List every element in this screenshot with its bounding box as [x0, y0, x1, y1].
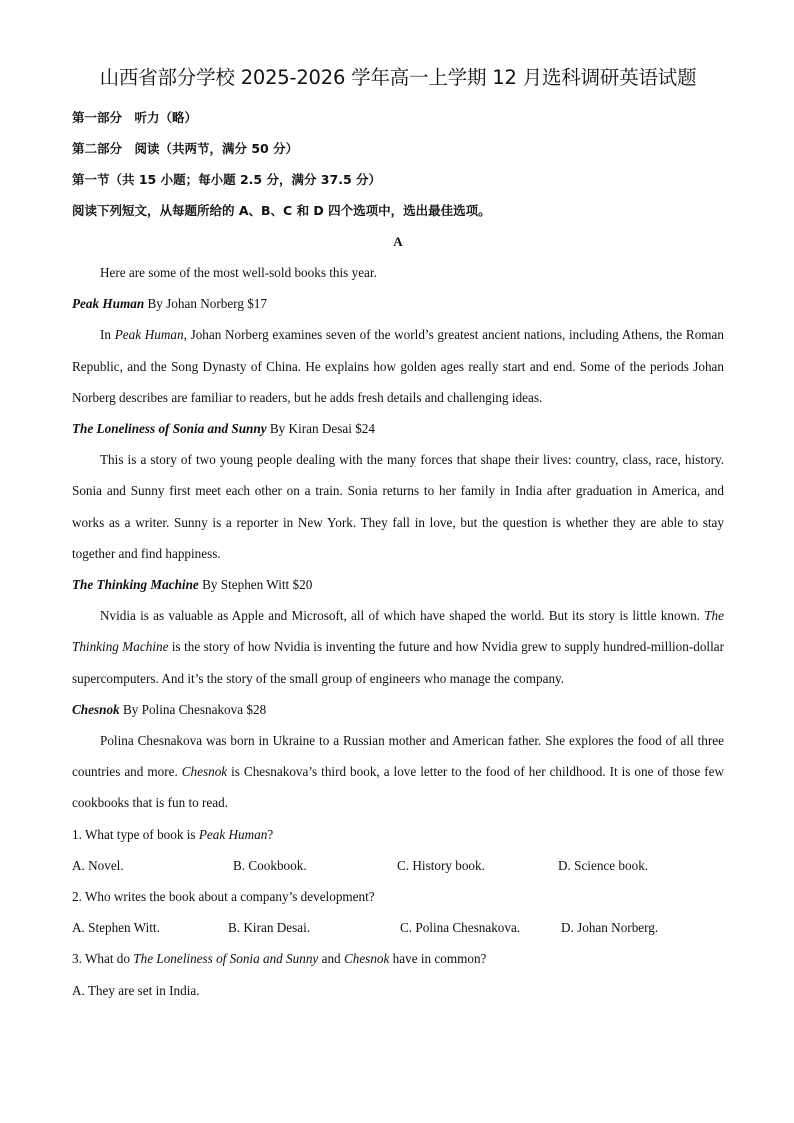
- book-byline: By Johan Norberg $17: [144, 296, 267, 312]
- instruction-text: 阅读下列短文，从每题所给的 A、B、C 和 D 四个选项中，选出最佳选项。: [72, 203, 491, 218]
- book-heading: [72, 569, 724, 600]
- book-heading: [72, 694, 724, 725]
- part2-heading: 第二部分 阅读（共两节，满分 50 分）: [72, 141, 299, 156]
- section1-heading: 第一节（共 15 小题；每小题 2.5 分，满分 37.5 分）: [72, 172, 381, 187]
- answer-option[interactable]: D. Science book.: [558, 857, 649, 873]
- page-title: 山西省部分学校 2025-2026 学年高一上学期 12 月选科调研英语试题: [99, 66, 697, 89]
- answer-options: [72, 975, 724, 1006]
- book-heading: [72, 413, 724, 444]
- book-description: Nvidia is as valuable as Apple and Microsoft, all of which have shaped the world. But its story is little known. The Thinking Machine is the story of how Nvidia is inventing the future and how Nvidia grew to supply hundred-million-dollar supercomputers. And it’s the story of the small group of engineers who manage the company.: [72, 608, 724, 686]
- book-title: Peak Human: [72, 296, 145, 312]
- book-byline: By Polina Chesnakova $28: [119, 701, 267, 717]
- answer-option[interactable]: A. They are set in India.: [72, 982, 200, 998]
- book-description: In Peak Human, Johan Norberg examines seven of the world’s greatest ancient nations, including Athens, the Roman Republic, and the Song Dynasty of China. He explains how golden ages really start and end. Some of the periods Johan Norberg describes are familiar to readers, but he adds fresh details and challenging ideas.: [72, 327, 724, 405]
- answer-options: [72, 850, 724, 881]
- book-heading: [72, 288, 724, 319]
- book-description: Polina Chesnakova was born in Ukraine to a Russian mother and American father. She explores the food of all three countries and more. Chesnok is Chesnakova’s third book, a love letter to the food of her childhood. It is one of those few cookbooks that is fun to read.: [72, 733, 724, 811]
- answer-option[interactable]: C. Polina Chesnakova.: [400, 920, 521, 936]
- passage-label: A: [393, 234, 403, 249]
- book-title: The Loneliness of Sonia and Sunny: [72, 421, 267, 437]
- question-stem: 2. Who writes the book about a company’s development?: [72, 889, 375, 905]
- question-stem: 1. What type of book is Peak Human?: [72, 826, 274, 842]
- book-byline: By Kiran Desai $24: [266, 421, 375, 437]
- exam-page: [72, 62, 724, 1006]
- book-title: Chesnok: [72, 701, 120, 717]
- answer-options: [72, 912, 724, 943]
- answer-option[interactable]: B. Kiran Desai.: [228, 920, 311, 936]
- passage-intro: Here are some of the most well-sold books this year.: [100, 265, 377, 280]
- question-stem: 3. What do The Loneliness of Sonia and Sunny and Chesnok have in common?: [72, 951, 487, 967]
- answer-option[interactable]: A. Stephen Witt.: [72, 920, 160, 936]
- book-description: This is a story of two young people dealing with the many forces that shape their lives: country, class, race, history. Sonia and Sunny first meet each other on a train. Sonia returns to her family in India after graduation in America, and works as a writer. Sunny is a reporter in New York. They fall in love, but the question is whether they are able to stay together and find happiness.: [72, 452, 724, 561]
- answer-option[interactable]: A. Novel.: [72, 857, 124, 873]
- book-byline: By Stephen Witt $20: [198, 577, 313, 593]
- part1-heading: 第一部分 听力（略）: [72, 110, 198, 125]
- book-title: The Thinking Machine: [72, 577, 199, 593]
- answer-option[interactable]: D. Johan Norberg.: [561, 920, 659, 936]
- answer-option[interactable]: C. History book.: [397, 857, 485, 873]
- answer-option[interactable]: B. Cookbook.: [233, 857, 307, 873]
